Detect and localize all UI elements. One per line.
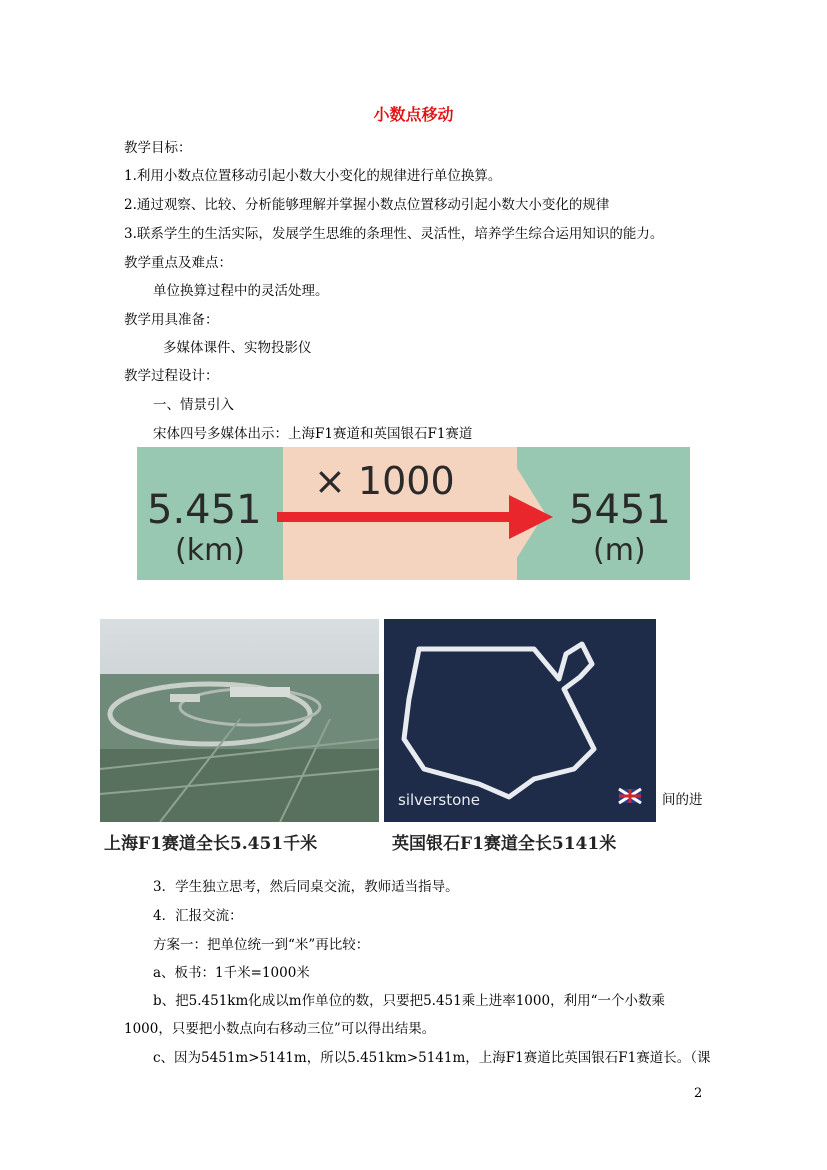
point-a: a、板书：1千米=1000米 (153, 965, 310, 981)
step4-text: 4．汇报交流： (153, 908, 243, 924)
caption-left: 上海F1赛道全长5.451千米 (104, 834, 318, 854)
track-label: silverstone (398, 791, 481, 809)
objective-2: 2.通过观察、比较、分析能够理解并掌握小数点位置移动引起小数大小变化的规律 (124, 197, 610, 213)
step1-heading: 一、情景引入 (153, 397, 234, 413)
plan1-text: 方案一：把单位统一到“米”再比较： (153, 937, 370, 953)
page-title: 小数点移动 (373, 105, 454, 124)
right-arrow-icon (277, 495, 557, 539)
point-c: c、因为5451m>5141m，所以5.451km>5141m，上海F1赛道比英国银石F1赛道长。（课 (153, 1050, 711, 1066)
objectives-heading: 教学目标： (124, 140, 192, 156)
conversion-banner (137, 447, 690, 580)
tools-heading: 教学用具准备： (124, 312, 219, 328)
tools-text: 多媒体课件、实物投影仪 (163, 340, 312, 356)
process-heading: 教学过程设计： (124, 368, 219, 384)
key-text: 单位换算过程中的灵活处理。 (153, 283, 329, 299)
point-b-line1: b、把5.451km化成以m作单位的数，只要把5.451乘上进率1000，利用“一个小数乘 (153, 993, 665, 1009)
point-b-line2: 1000，只要把小数点向右移动三位”可以得出结果。 (124, 1021, 436, 1037)
step1-text: 宋体四号多媒体出示：上海F1赛道和英国银石F1赛道 (153, 426, 473, 442)
left-unit: (km) (175, 533, 246, 568)
right-unit: (m) (593, 533, 646, 568)
silverstone-track-map (384, 619, 656, 822)
page-number: 2 (694, 1086, 703, 1101)
left-value: 5.451 (147, 487, 262, 533)
shanghai-circuit-photo (100, 619, 379, 822)
step3-text: 3．学生独立思考，然后同桌交流，教师适当指导。 (153, 879, 459, 895)
race-track-photos (100, 619, 656, 862)
multiplier-text: × 1000 (314, 459, 455, 503)
caption-right: 英国银石F1赛道全长5141米 (392, 834, 617, 854)
objective-3: 3.联系学生的生活实际，发展学生思维的条理性、灵活性，培养学生综合运用知识的能力。 (124, 226, 664, 242)
panel-bottom-edge (140, 862, 540, 872)
objective-1: 1.利用小数点位置移动引起小数大小变化的规律进行单位换算。 (124, 168, 502, 184)
partial-text: 间的进 (662, 792, 703, 808)
right-value: 5451 (569, 487, 671, 533)
key-heading: 教学重点及难点： (124, 255, 232, 271)
